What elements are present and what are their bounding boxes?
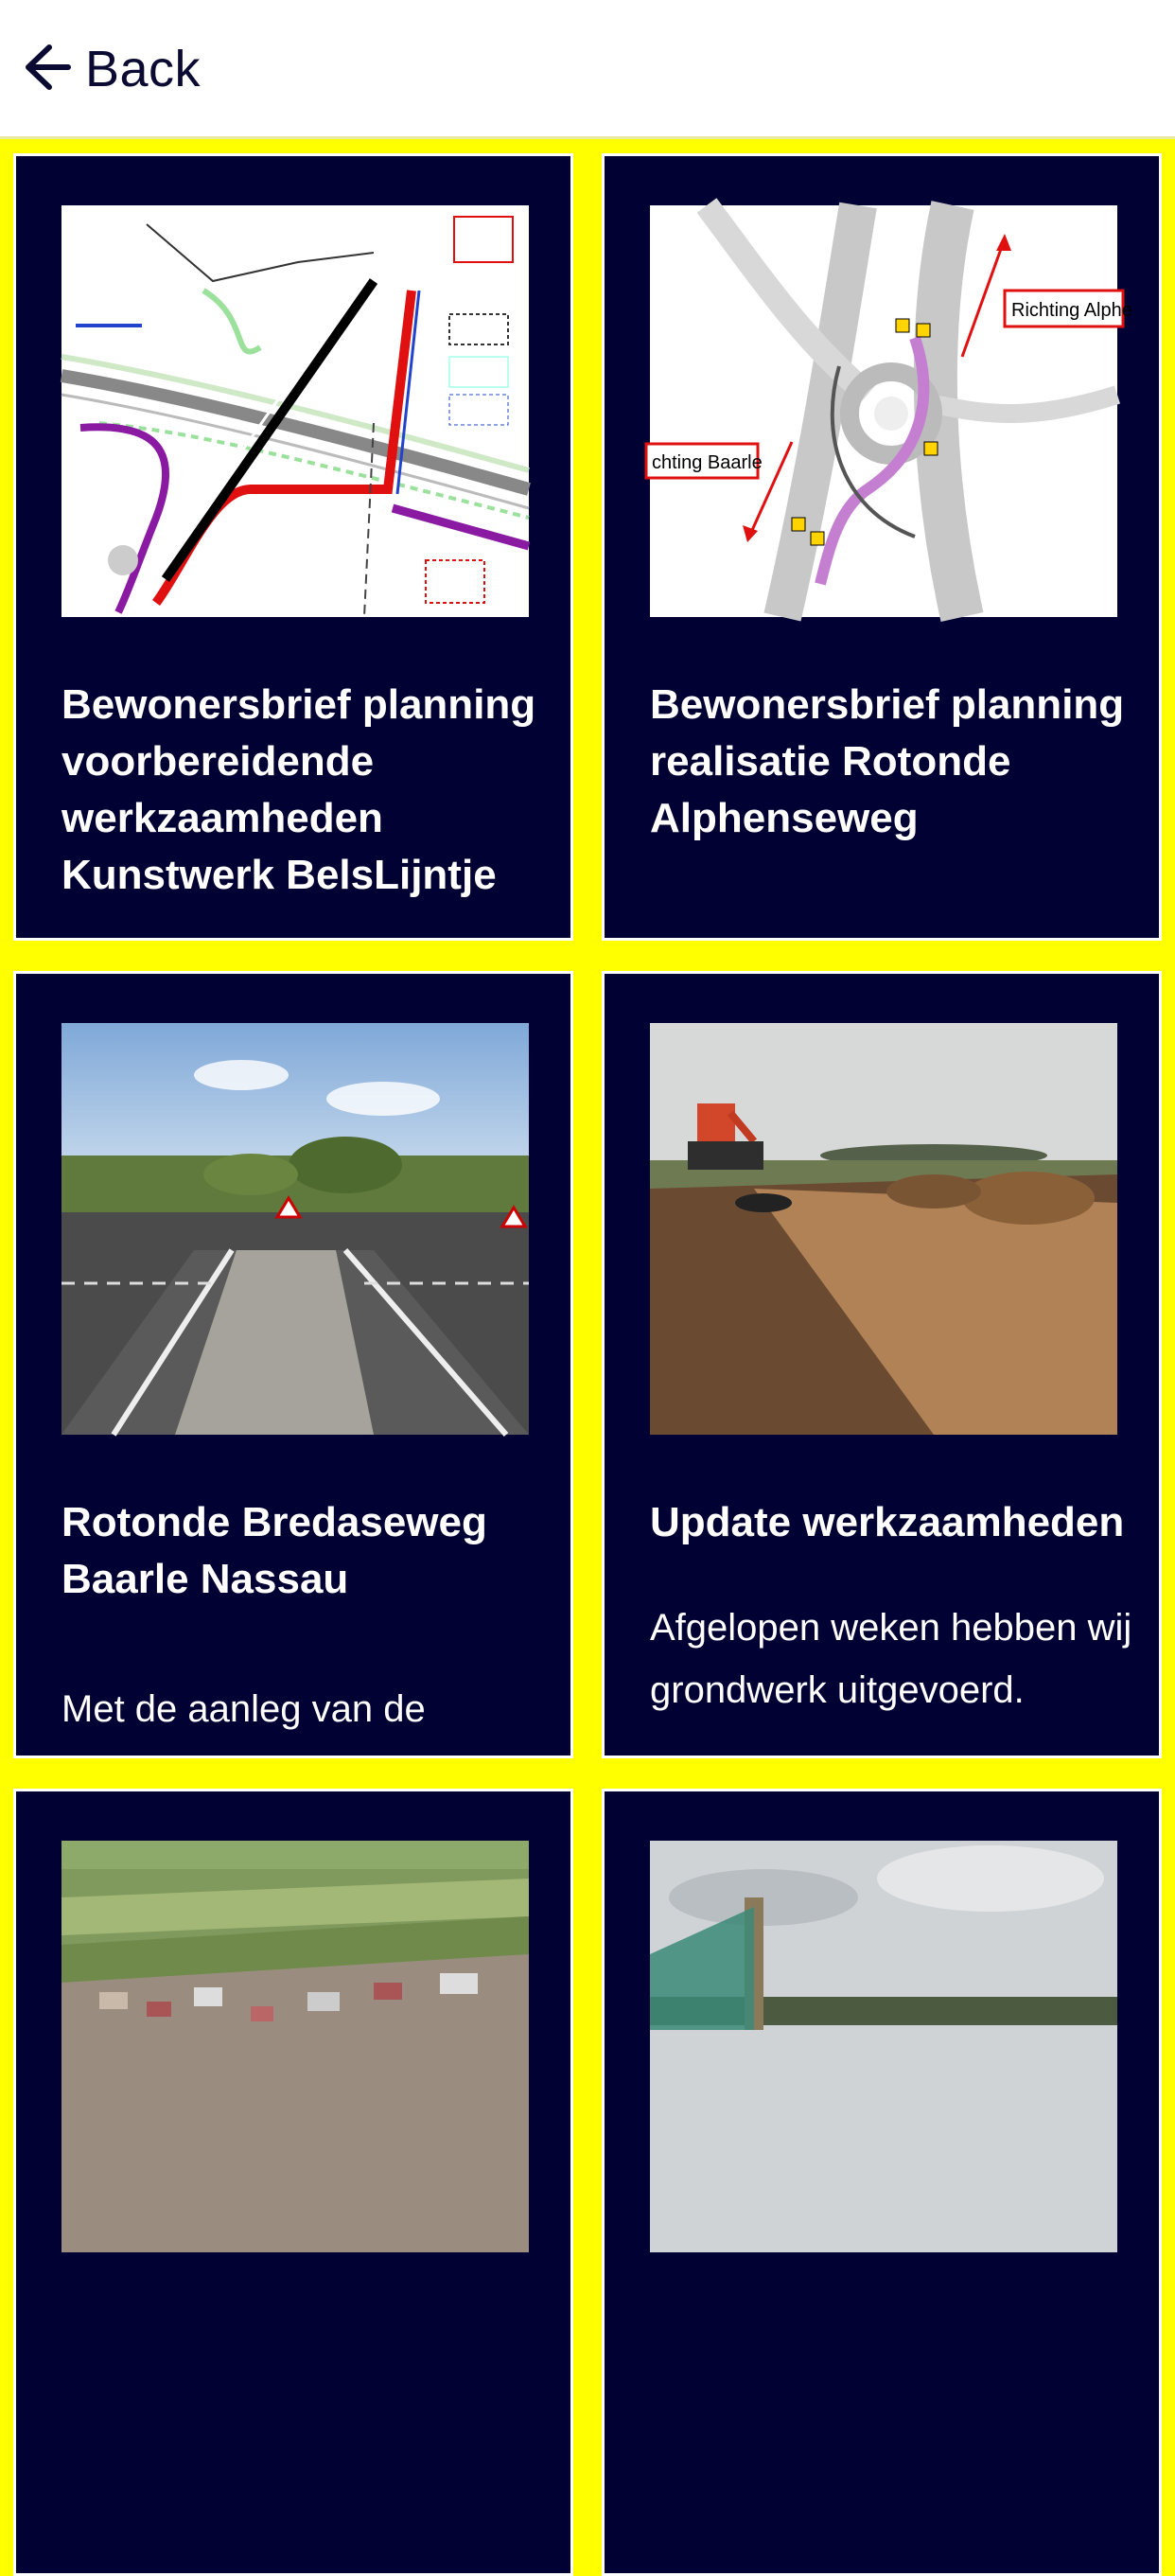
back-button[interactable] [21,36,201,102]
card-image [650,1841,1117,2252]
article-card-4[interactable] [602,971,1162,1758]
card-title: Update werkzaamheden [650,1499,1125,1545]
article-card-6[interactable] [602,1789,1162,2576]
article-card-3[interactable] [13,971,573,1758]
article-card-1[interactable] [13,153,573,941]
card-image [61,205,529,617]
card-image [650,1023,1117,1435]
card-image [61,1023,529,1435]
card-excerpt: Afgelopen weken hebben wij grondwerk uitgevoerd. [650,1607,1132,1711]
arrow-left-icon [21,42,72,97]
top-bar [0,0,1175,139]
card-title: Rotonde Bredaseweg Baarle Nassau [61,1499,487,1602]
card-image [61,1841,529,2252]
card-title: Bewonersbrief planning voorbereidende werkzaamheden Kunstwerk BelsLijntje [61,681,536,898]
article-card-5[interactable] [13,1789,573,2576]
image-label-richting-alphe: Richting Alphe [1011,300,1132,321]
card-title: Bewonersbrief planning realisatie Rotonde Alphenseweg [650,681,1125,841]
card-excerpt: Met de aanleg van de [61,1688,426,1730]
card-image [650,205,1132,617]
image-label-richting-baarle: chting Baarle [652,452,763,473]
article-card-2[interactable] [602,153,1162,941]
back-label: Back [85,41,202,97]
